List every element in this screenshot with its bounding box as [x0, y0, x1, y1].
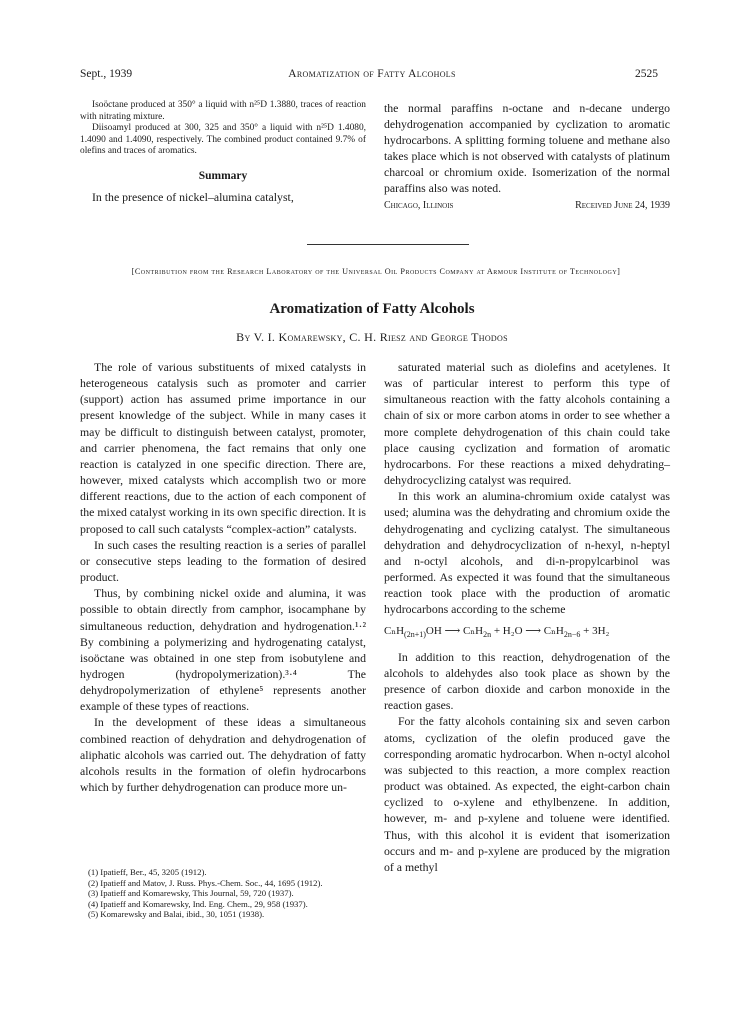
footnotes: [80, 867, 366, 920]
scheme-subscript: (2n+1): [404, 629, 426, 639]
diisoamyl-note: Diisoamyl produced at 300, 325 and 350° a liquid with n²⁵D 1.4080, 1.4090 and 1.4090, respectively. The combined product contained 9.7% of olefins and traces of aromatics.: [80, 123, 366, 157]
received-date: Received June 24, 1939: [575, 199, 670, 211]
previous-article-left-column: [80, 100, 366, 205]
footnote: (2) Ipatieff and Matov, J. Russ. Phys.-Chem. Soc., 44, 1695 (1912).: [88, 877, 323, 888]
body-right-column: [384, 359, 670, 875]
page-number: 2525: [635, 68, 658, 80]
body-paragraph: For the fatty alcohols containing six and seven carbon atoms, cyclization of the olefin produced gave the corresponding aromatic hydrocarbon. When n-octyl alcohol was subjected to this reaction, a more complex reaction product was obtained. As expected, the eight-carbon chain cyclized to o-xylene and ethylbenzene. In addition, however, m- and p-xylene and toluene were identified. Thus, with this alcohol it is evident that isomerization occurs and m- and p-xylene are produced by the migration of a methyl: [384, 714, 670, 874]
running-header-title: Aromatization of Fatty Alcohols: [288, 68, 456, 80]
running-header-date: Sept., 1939: [80, 68, 133, 80]
scheme-part: CₙH: [384, 624, 405, 637]
footnote: (1) Ipatieff, Ber., 45, 3205 (1912).: [88, 867, 207, 877]
body-paragraph: In the development of these ideas a simultaneous combined reaction of dehydration and dehydrogenation of aliphatic alcohols was carried out. The dehydration of fatty alcohols results in the formation of olefin hydrocarbons which by further dehydrogenation can produce more un-: [80, 715, 366, 795]
scheme-subscript: 2n: [483, 629, 492, 639]
body-paragraph: In addition to this reaction, dehydrogenation of the alcohols to aldehydes also took place as shown by the presence of carbon dioxide and carbon monoxide in the reaction gases.: [384, 649, 670, 713]
footnote: (4) Ipatieff and Komarewsky, Ind. Eng. Chem., 29, 958 (1937).: [88, 898, 308, 909]
summary-continuation: the normal paraffins n-octane and n-decane undergo dehydrogenation accompanied by cyclization to aromatic hydrocarbons. A splitting forming toluene and methane also takes place which is not observed with catalysts of platinum charcoal or chromium oxide. Isomerization of the normal paraffins also was noted.: [384, 101, 670, 196]
scheme-part: OH ⟶ CₙH: [425, 624, 484, 637]
footnote: (5) Komarewsky and Balai, ibid., 30, 1051 (1938).: [88, 909, 265, 919]
article-title: Aromatization of Fatty Alcohols: [269, 301, 475, 317]
body-paragraph: In such cases the resulting reaction is a series of parallel or consecutive steps leading to the formation of desired product.: [80, 537, 366, 585]
previous-article-right-column: [384, 100, 670, 214]
body-left-column: [80, 359, 366, 795]
body-paragraph: The role of various substituents of mixed catalysts in heterogeneous catalysis such as promoter and carrier (support) action has assumed prime importance in our present knowledge of the subject. While in many cases it may be difficult to distinguish between catalyst, promoter, and carrier phenomena, the fact remains that only one reaction is catalyzed in one specific direction. There are, however, mixed catalysts which accomplish two or more different reactions, due to the action of each component of the mixed catalyst working in its own specific direction. It is proposed to call such catalysts “complex-action” catalysts.: [80, 360, 367, 536]
signature-line: [384, 198, 670, 214]
article-authors: By V. I. Komarewsky, C. H. Riesz and George Thodos: [236, 330, 508, 344]
summary-heading: Summary: [198, 169, 248, 182]
scheme-part: + 3H₂: [580, 624, 610, 637]
reaction-scheme: [384, 623, 670, 643]
body-paragraph: Thus, by combining nickel oxide and alumina, it was possible to obtain directly from camphor, isocamphane by simultaneous reduction, dehydration and hydrogenation.¹·² By combining a polymerizing and hydrogenating catalyst, isoöctane was obtained in one step from isobutylene and hydrogen (hydropolymerization).³·⁴ The dehydropolymerization of ethylene⁵ represents another example of these types of reactions.: [80, 586, 366, 714]
scheme-part: + H₂O ⟶ CₙH: [491, 624, 564, 637]
isooctane-note: Isoöctane produced at 350° a liquid with n²⁵D 1.3880, traces of reaction with nitrating mixture.: [80, 100, 366, 122]
summary-paragraph: In the presence of nickel–alumina catalyst,: [92, 189, 294, 204]
location: Chicago, Illinois: [384, 199, 454, 211]
footnote: (3) Ipatieff and Komarewsky, This Journal, 59, 720 (1937).: [88, 888, 294, 898]
contribution-line: [Contribution from the Research Laboratory of the Universal Oil Products Company at Armour Institute of Technology]: [131, 267, 621, 276]
scheme-subscript: 2n−6: [563, 629, 581, 639]
body-paragraph: In this work an alumina-chromium oxide catalyst was used; alumina was the dehydrating and chromium oxide the dehydrogenating and cyclizing catalyst. The simultaneous dehydration and dehydrocyclization of n-hexyl, n-heptyl and n-octyl alcohols, and di-n-propylcarbinol was performed. As expected it was found that the simultaneous reaction took place with the production of aromatic hydrocarbons according to the scheme: [384, 489, 670, 617]
article-divider: [307, 244, 469, 245]
body-paragraph: saturated material such as diolefins and acetylenes. It was of particular interest to perform this type of simultaneous reaction with the fatty alcohols containing a chain of six or more carbon atoms in order to see whether a more complete dehydrogenation of this chain could take place causing cyclization and formation of aromatic hydrocarbons. For these reactions a mixed dehydrating–dehydrocyclizing catalyst was required.: [384, 360, 670, 488]
